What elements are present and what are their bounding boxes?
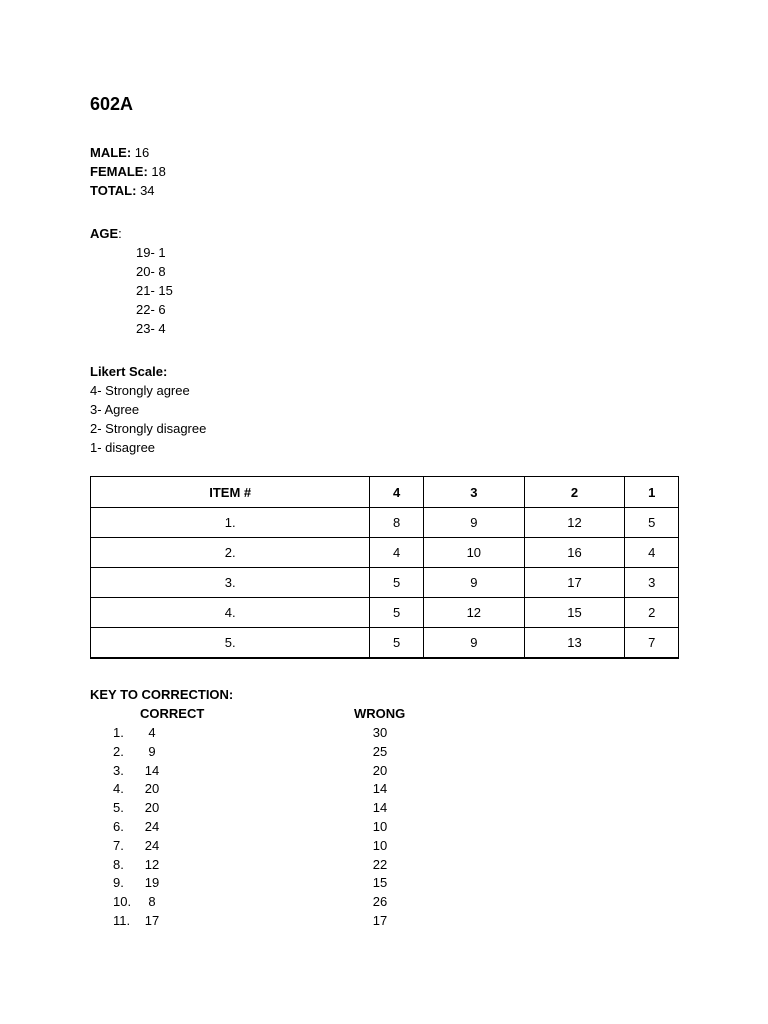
table-cell: 1. [91,508,370,538]
page-title: 602A [90,94,134,114]
key-number: 6. [113,818,124,834]
key-correct: 20 [144,800,160,816]
table-row [91,598,679,628]
table-header-cell: 2 [524,477,625,508]
table-cell: 4 [370,538,424,568]
key-correct: 24 [144,818,160,834]
table-cell: 10 [423,538,524,568]
key-number: 10. [113,894,132,910]
key-wrong: 14 [372,781,388,797]
table-cell: 5 [370,628,424,659]
table-cell: 17 [524,568,625,598]
correct-column-header: CORRECT [140,706,205,721]
likert-item: 2- Strongly disagree [90,421,207,436]
age-item: 23- 4 [136,321,166,336]
table-cell: 2. [91,538,370,568]
key-number: 2. [113,743,124,759]
age-item: 22- 6 [136,302,166,317]
key-number: 4. [113,781,124,797]
response-table [90,476,679,659]
table-cell: 5 [370,598,424,628]
key-wrong: 10 [372,837,388,853]
likert-heading: Likert Scale: [90,364,168,379]
table-cell: 5 [370,568,424,598]
table-cell: 8 [370,508,424,538]
key-correct: 8 [148,894,156,910]
key-correct: 4 [148,725,156,740]
table-cell: 9 [423,508,524,538]
key-number: 11. [113,912,131,928]
wrong-column-header: WRONG [354,706,406,721]
stat-label: FEMALE: [90,164,148,179]
stat-value: 18 [151,164,166,179]
key-heading: KEY TO CORRECTION: [90,687,234,702]
age-item: 19- 1 [136,245,166,260]
table-cell: 4. [91,598,370,628]
key-number: 1. [113,725,124,740]
table-header-row [91,477,679,508]
key-wrong: 22 [372,856,388,872]
table-row [91,568,679,598]
age-label: AGE [90,226,119,241]
stat-label: TOTAL: [90,183,137,198]
key-correct: 19 [144,875,160,891]
table-cell: 13 [524,628,625,659]
key-wrong: 10 [372,818,388,834]
key-correct: 12 [144,856,160,872]
likert-scale [90,362,206,457]
table-cell: 12 [423,598,524,628]
age-list [136,243,173,338]
table-cell: 3. [91,568,370,598]
gender-stats [90,143,166,200]
key-wrong: 30 [372,725,388,740]
age-heading [90,224,122,243]
age-suffix: : [118,226,122,241]
key-wrong: 15 [372,875,388,891]
table-cell: 7 [625,628,679,659]
key-correct: 20 [144,781,160,797]
key-wrong: 26 [372,894,388,910]
table-header-cell: ITEM # [91,477,370,508]
table-cell: 15 [524,598,625,628]
likert-item: 4- Strongly agree [90,383,190,398]
key-correct: 17 [144,912,160,928]
key-number: 3. [113,762,124,778]
stat-label: MALE: [90,145,132,160]
key-number: 7. [113,837,124,853]
key-correct: 24 [144,837,160,853]
table-row [91,538,679,568]
key-number: 8. [113,856,124,872]
table-cell: 9 [423,628,524,659]
stat-total [90,181,166,200]
table-header-cell: 3 [423,477,524,508]
stat-value: 16 [134,145,150,160]
table-cell: 16 [524,538,625,568]
table-row [91,508,679,538]
key-wrong: 14 [372,800,388,816]
key-wrong: 20 [372,762,388,778]
table-cell: 5. [91,628,370,659]
table-row [91,628,679,659]
table-cell: 5 [625,508,679,538]
key-number: 9. [113,875,124,891]
table-cell: 4 [625,538,679,568]
stat-value: 34 [140,183,155,198]
likert-item: 1- disagree [90,440,156,455]
key-wrong: 25 [372,743,388,759]
likert-item: 3- Agree [90,402,140,417]
age-item: 21- 15 [136,283,173,298]
stat-female [90,162,166,181]
table-header-cell: 1 [625,477,679,508]
key-wrong: 17 [372,912,388,928]
age-item: 20- 8 [136,264,166,279]
key-correct: 14 [144,762,160,778]
table-cell: 3 [625,568,679,598]
table-cell: 2 [625,598,679,628]
key-number: 5. [113,800,124,816]
stat-male [90,143,166,162]
table-header-cell: 4 [370,477,424,508]
key-correct: 9 [148,743,156,759]
table-cell: 12 [524,508,625,538]
table-cell: 9 [423,568,524,598]
